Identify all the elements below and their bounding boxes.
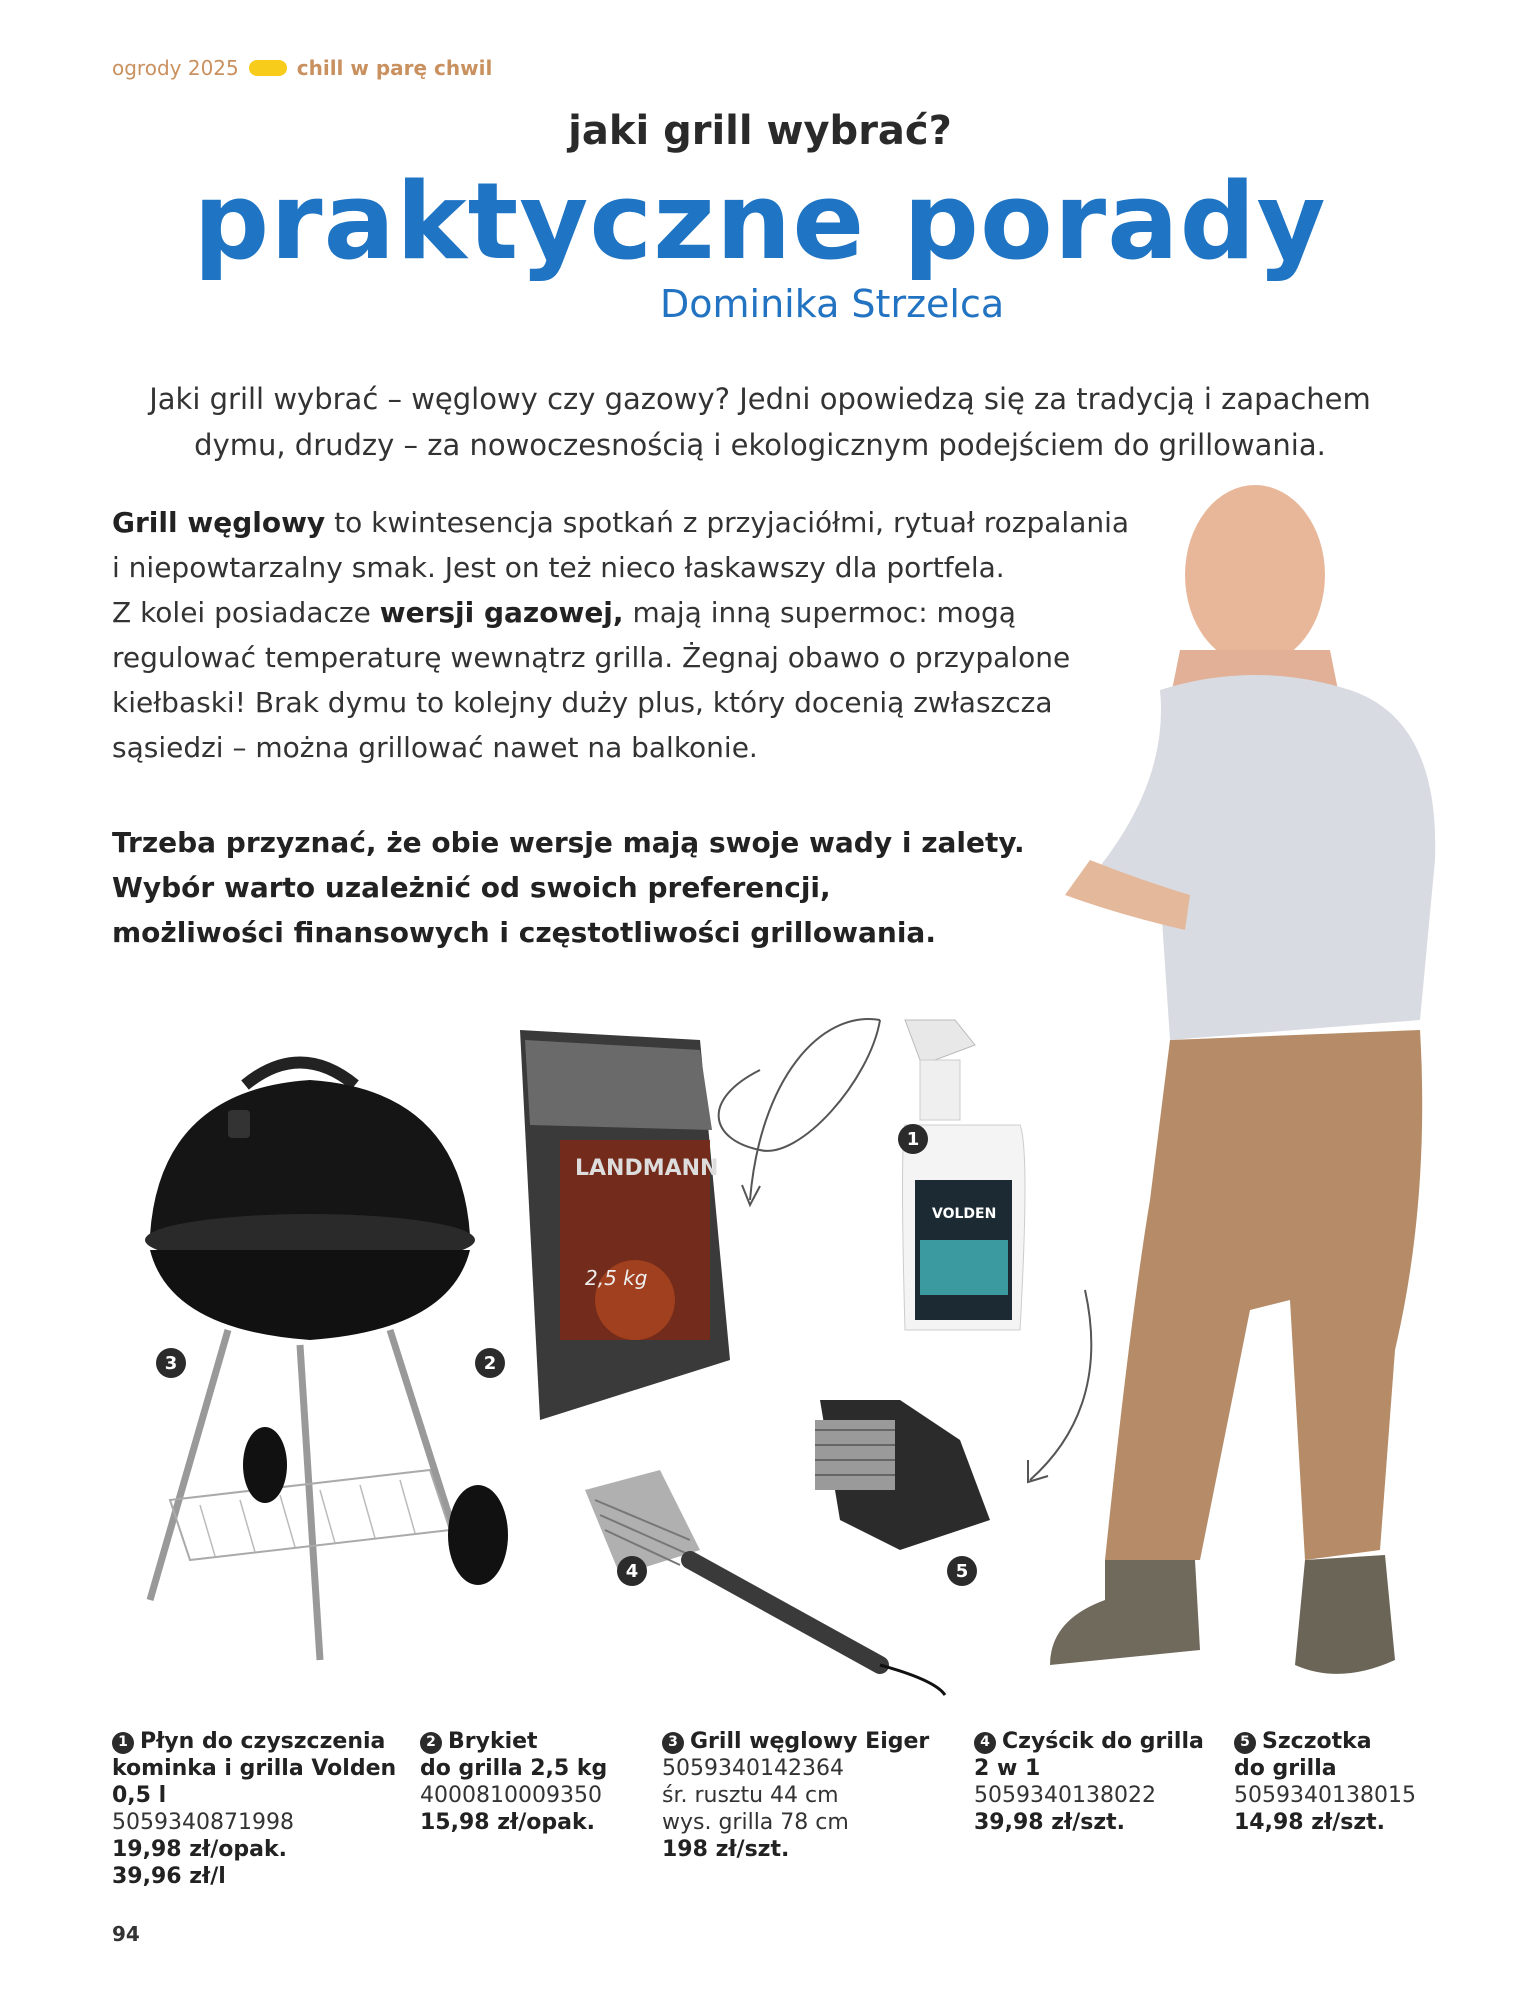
- body-text: mają inną supermoc: mogą: [623, 596, 1016, 629]
- author: Dominika Strzelca: [660, 282, 1005, 326]
- product-name-line: Czyścik do grilla: [1002, 1729, 1204, 1754]
- catalog-label: ogrody 2025: [112, 56, 239, 80]
- product-item-4: [974, 1728, 1204, 1836]
- body-text: Z kolei posiadacze: [112, 596, 380, 629]
- product-unit-price: 39,96 zł/l: [112, 1864, 226, 1889]
- product-item-1: [112, 1728, 396, 1890]
- badge-1: 1: [898, 1124, 928, 1154]
- grill-leg: [300, 1345, 320, 1660]
- product-price: 15,98 zł/opak.: [420, 1810, 595, 1835]
- product-ean: 5059340871998: [112, 1810, 294, 1835]
- product-name-line: do grilla: [1234, 1756, 1337, 1781]
- kettle-grill-image: [145, 1063, 508, 1661]
- grill-scraper-image: [815, 1400, 990, 1550]
- page-title: praktyczne porady: [193, 160, 1327, 283]
- product-name: [974, 1728, 1204, 1755]
- product-ean: 4000810009350: [420, 1783, 602, 1808]
- product-name-line: Płyn do czyszczenia: [140, 1729, 386, 1754]
- product-item-3: [662, 1728, 929, 1863]
- lead-line: Trzeba przyznać, że obie wersje mają swoje wady i zalety.: [112, 826, 1025, 859]
- body-line: regulować temperaturę wewnątrz grilla. Żegnaj obawo o przypalone: [112, 641, 1071, 674]
- product-name-line: kominka i grilla Volden: [112, 1756, 397, 1781]
- product-price: 19,98 zł/opak.: [112, 1837, 287, 1862]
- grill-leg: [390, 1330, 460, 1550]
- product-name: [420, 1728, 607, 1755]
- bag-weight: 2,5 kg: [585, 1266, 648, 1290]
- arrow-to-brush: [1030, 1290, 1091, 1480]
- product-number: 2: [420, 1732, 442, 1754]
- product-ean: 5059340142364: [662, 1756, 844, 1781]
- lead-line: Wybór warto uzależnić od swoich preferencji,: [112, 871, 831, 904]
- product-number: 5: [1234, 1732, 1256, 1754]
- kicker: jaki grill wybrać?: [568, 108, 952, 154]
- badge-2: 2: [475, 1348, 505, 1378]
- person-image: [1050, 485, 1435, 1674]
- grill-lid: [150, 1080, 470, 1235]
- product-item-5: [1234, 1728, 1416, 1836]
- product-number: 3: [662, 1732, 684, 1754]
- grill-wheel: [448, 1485, 508, 1585]
- brush-handle: [690, 1560, 880, 1665]
- product-number: 4: [974, 1732, 996, 1754]
- product-detail: wys. grilla 78 cm: [662, 1810, 849, 1835]
- person-trousers: [1105, 1030, 1422, 1560]
- product-number: 1: [112, 1732, 134, 1754]
- product-ean: 5059340138022: [974, 1783, 1156, 1808]
- product-ean: 5059340138015: [1234, 1783, 1416, 1808]
- arrow-to-briquette: [750, 1019, 880, 1200]
- person-boot-left: [1050, 1560, 1200, 1665]
- intro-line: Jaki grill wybrać – węglowy czy gazowy? Jedni opowiedzą się za tradycją i zapachem: [149, 382, 1371, 416]
- spray-bottle-image: [903, 1020, 1026, 1330]
- bag-brand: LANDMANN: [575, 1156, 719, 1181]
- grill-wheel: [243, 1427, 287, 1503]
- product-name: [662, 1728, 929, 1755]
- product-name-line: 2 w 1: [974, 1756, 1041, 1781]
- product-name: [112, 1728, 396, 1755]
- person-sweater: [1080, 675, 1435, 1040]
- body-line: sąsiedzi – można grillować nawet na balkonie.: [112, 731, 758, 764]
- section-label: chill w parę chwil: [296, 56, 493, 80]
- product-name-line: do grilla 2,5 kg: [420, 1756, 608, 1781]
- person-boot-right: [1295, 1555, 1395, 1674]
- product-name-line: Szczotka: [1262, 1729, 1372, 1754]
- badge-5: 5: [947, 1556, 977, 1586]
- badge-3: 3: [156, 1348, 186, 1378]
- grill-vent: [228, 1110, 250, 1138]
- spray-brand: VOLDEN: [932, 1206, 997, 1222]
- grill-bowl: [150, 1250, 470, 1340]
- body-line: i niepowtarzalny smak. Jest on też nieco łaskawszy dla portfela.: [112, 551, 1005, 584]
- product-name: [1234, 1728, 1416, 1755]
- body-line: kiełbaski! Brak dymu to kolejny duży plus, który docenią zwłaszcza: [112, 686, 1053, 719]
- product-name-line: 0,5 l: [112, 1783, 167, 1808]
- product-name-line: Brykiet: [448, 1729, 538, 1754]
- body-text: to kwintesencja spotkań z przyjaciółmi, rytuał rozpalania: [325, 506, 1130, 539]
- intro-line: dymu, drudzy – za nowoczesnością i ekologicznym podejściem do grillowania.: [194, 428, 1326, 462]
- lead-line: możliwości finansowych i częstotliwości grillowania.: [112, 916, 936, 949]
- product-name-line: Grill węglowy Eiger: [690, 1729, 930, 1754]
- badge-4: 4: [617, 1556, 647, 1586]
- product-item-2: [420, 1728, 607, 1836]
- arrow-curve-top: [719, 1020, 880, 1151]
- person-head: [1185, 485, 1325, 665]
- briquette-bag-image: [520, 1030, 730, 1420]
- product-price: 39,98 zł/szt.: [974, 1810, 1126, 1835]
- product-price: 198 zł/szt.: [662, 1837, 790, 1862]
- charcoal-grill-term: Grill węglowy: [112, 506, 326, 539]
- product-detail: śr. rusztu 44 cm: [662, 1783, 839, 1808]
- gas-grill-term: wersji gazowej,: [379, 596, 624, 629]
- page-number: 94: [112, 1922, 140, 1946]
- product-price: 14,98 zł/szt.: [1234, 1810, 1386, 1835]
